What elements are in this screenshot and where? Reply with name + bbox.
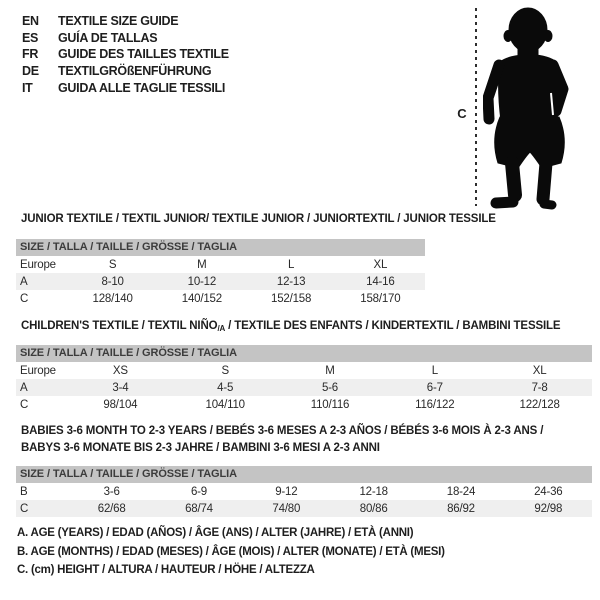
row-label-cell: C [20,292,29,305]
value-cell: 18-24 [446,485,476,498]
table-row [16,362,592,379]
value-cell: S [108,258,117,271]
table-row [16,256,425,273]
value-cell: XL [532,364,547,377]
language-code: IT [22,80,33,95]
value-cell: 3-4 [112,381,129,394]
value-cell: 4-5 [217,381,234,394]
value-cell: 12-18 [359,485,388,498]
language-row [22,46,229,63]
size-header-bar: SIZE / TALLA / TAILLE / GRÖSSE / TAGLIA [16,239,425,256]
table-rows [16,362,592,413]
value-cell: 140/152 [181,292,222,305]
junior-size-table [16,239,425,307]
table-rows [16,256,425,307]
size-header-bar: SIZE / TALLA / TAILLE / GRÖSSE / TAGLIA [16,466,592,483]
value-cell: XL [373,258,388,271]
footnote: B. AGE (MONTHS) / EDAD (MESES) / ÂGE (MOIS) / ALTER (MONATE) / ETÀ (MESI) [17,545,445,558]
row-label-cell: A [20,381,28,394]
language-label: TEXTILE SIZE GUIDE [58,14,179,29]
junior-table-title [21,211,496,228]
language-code: EN [22,14,39,29]
value-cell: XS [112,364,128,377]
table-row [16,290,425,307]
table-title-text: CHILDREN'S TEXTILE / TEXTIL NIÑO [21,320,218,332]
language-label: GUÍA DE TALLAS [58,30,158,45]
table-title-line [21,440,543,457]
value-cell: 6-9 [190,485,207,498]
language-code: ES [22,30,39,45]
value-cell: 5-6 [321,381,338,394]
value-cell: 152/158 [271,292,312,305]
value-cell: L [288,258,295,271]
value-cell: 3-6 [103,485,120,498]
table-row [16,273,425,290]
babies-size-table [16,466,592,517]
table-title-line [21,211,496,228]
value-cell: 68/74 [185,502,213,515]
value-cell: 158/170 [360,292,401,305]
table-row [16,396,592,413]
table-title-text: / TEXTILE DES ENFANTS / KINDERTEXTIL / BAMBINI TESSILE [225,320,561,332]
table-title-text: JUNIOR TEXTILE / TEXTIL JUNIOR/ TEXTILE JUNIOR / JUNIORTEXTIL / JUNIOR TESSILE [21,213,496,225]
row-label-cell: Europe [20,364,56,377]
babies-table-title [21,423,543,456]
value-cell: 8-10 [101,275,124,288]
language-row [22,63,229,80]
table-title-line [21,423,543,440]
table-title-text: BABIES 3-6 MONTH TO 2-3 YEARS / BEBÉS 3-6 MESES A 2-3 AÑOS / BÉBÉS 3-6 MOIS À 2-3 ANS / [21,425,544,437]
row-label-cell: C [20,502,29,515]
row-label-cell: A [20,275,28,288]
value-cell: 12-13 [276,275,306,288]
language-label: GUIDA ALLE TAGLIE TESSILI [58,80,226,95]
value-cell: 14-16 [366,275,395,288]
height-label: C [457,106,467,121]
height-measure-dashed-line [475,8,477,206]
value-cell: 7-8 [531,381,548,394]
table-title-text: BABYS 3-6 MONATE BIS 2-3 JAHRE / BAMBINI 3-6 MESI A 2-3 ANNI [21,441,380,454]
children-size-table [16,345,592,413]
value-cell: 122/128 [519,398,560,411]
table-title-line [21,318,560,338]
value-cell: 24-36 [534,485,563,498]
language-code: DE [22,64,39,79]
footnote: C. (cm) HEIGHT / ALTURA / HAUTEUR / HÖHE / ALTEZZA [17,564,315,576]
table-row [16,379,592,396]
language-label: GUIDE DES TAILLES TEXTILE [58,47,229,62]
value-cell: 128/140 [92,292,133,305]
table-title-text: /A [217,324,226,333]
value-cell: 116/122 [415,398,455,411]
value-cell: 80/86 [359,502,388,515]
value-cell: 10-12 [187,275,217,288]
value-cell: 98/104 [103,398,138,411]
table-row [16,483,592,500]
row-label-cell: C [20,398,29,411]
value-cell: 86/92 [447,502,475,515]
value-cell: M [325,364,335,377]
value-cell: 74/80 [272,502,301,515]
language-code: FR [22,47,39,62]
size-header-bar: SIZE / TALLA / TAILLE / GRÖSSE / TAGLIA [16,345,592,362]
value-cell: 104/110 [205,398,245,411]
language-row [22,30,229,47]
language-label: TEXTILGRÖßENFÜHRUNG [58,64,212,79]
row-label-cell: B [20,485,28,498]
language-list [22,13,229,96]
value-cell: 62/68 [97,502,126,515]
children-table-title [21,318,560,338]
value-cell: 92/98 [534,502,563,515]
value-cell: 6-7 [426,381,443,394]
row-label-cell: Europe [20,258,56,271]
language-row [22,79,229,96]
baby-silhouette-icon [483,5,583,215]
language-row [22,13,229,30]
footnote-list [17,524,445,580]
value-cell: L [431,364,438,377]
value-cell: S [221,364,229,377]
table-rows [16,483,592,517]
value-cell: 110/116 [310,398,350,411]
value-cell: M [197,258,207,271]
footnote: A. AGE (YEARS) / EDAD (AÑOS) / ÂGE (ANS) / ALTER (JAHRE) / ETÀ (ANNI) [17,527,414,539]
value-cell: 9-12 [275,485,298,498]
table-row [16,500,592,517]
